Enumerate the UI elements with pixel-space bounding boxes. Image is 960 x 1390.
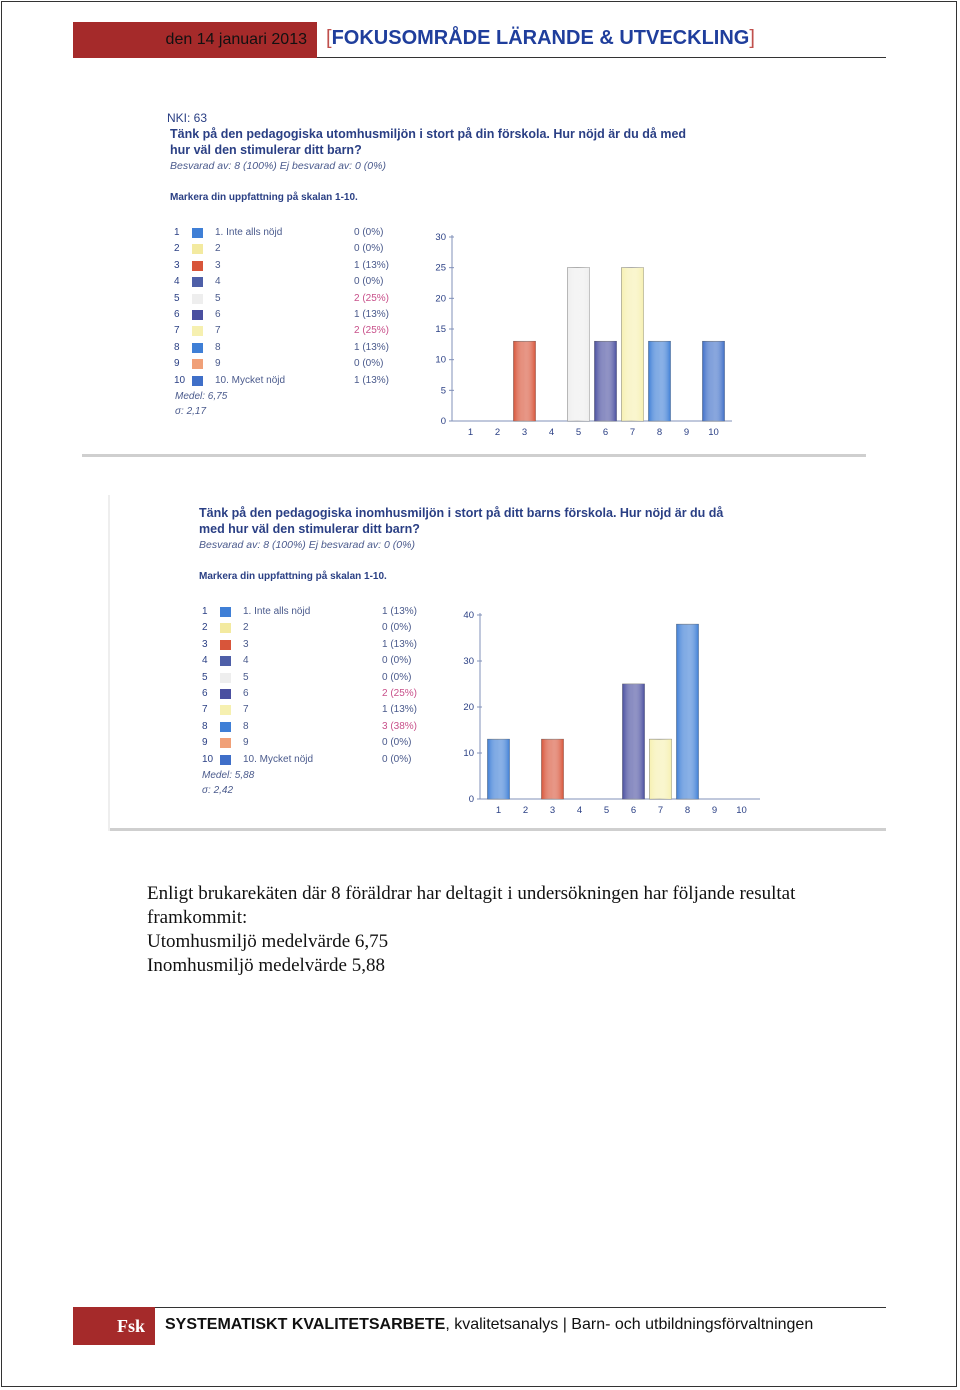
row-number: 3 [174,259,180,271]
bar-shine [542,739,564,799]
row-label: 7 [243,704,249,716]
survey-question-line1: Tänk på den pedagogiska inomhusmiljön i stort på ditt barns förskola. Hur nöjd är du då [199,506,724,520]
body-line-2: framkommit: [147,907,248,928]
color-swatch [192,359,203,369]
header-bracket-close: ] [749,27,755,49]
row-number: 2 [202,622,208,634]
row-number: 8 [174,341,180,353]
color-swatch [192,376,203,386]
color-swatch [192,277,203,287]
row-value: 0 (0%) [354,358,384,370]
row-value: 1 (13%) [354,259,390,271]
row-label: 6 [215,309,221,320]
color-swatch [220,640,231,650]
row-number: 1 [174,227,180,238]
y-tick-label: 30 [463,656,474,667]
row-value: 1 (13%) [382,638,418,650]
color-swatch [192,343,203,353]
x-tick-label: 5 [603,805,610,816]
bar-shine [568,268,590,421]
row-value: 0 (0%) [354,227,384,238]
x-tick-label: 2 [494,427,501,438]
color-swatch [220,738,231,748]
footer-rest: , kvalitetsanalys | Barn- och utbildningsförvaltningen [445,1316,814,1333]
y-tick-label: 10 [463,748,474,759]
y-tick-label: 25 [435,262,446,274]
row-label: 5 [215,292,221,304]
color-swatch [192,228,203,238]
x-tick-label: 10 [708,427,719,438]
row-value: 1 (13%) [382,704,418,716]
header-bracket-open: [ [326,27,332,49]
color-swatch [192,310,203,320]
row-label: 9 [243,737,249,749]
row-value: 0 (0%) [382,753,412,765]
x-tick-label: 6 [630,805,637,816]
bar-shine [595,341,617,421]
color-swatch [220,689,231,699]
x-tick-label: 7 [657,805,664,816]
row-label: 4 [243,655,249,667]
color-swatch [220,607,231,617]
row-value: 1 (13%) [354,374,390,386]
row-label: 6 [243,688,249,699]
x-tick-label: 2 [522,805,529,816]
scan-edge-left [108,495,110,831]
x-tick-label: 5 [575,427,582,438]
x-tick-label: 8 [656,427,663,438]
mean-value: Medel: 6,75 [175,391,228,402]
x-tick-label: 4 [548,427,555,438]
y-tick-label: 20 [435,293,446,305]
row-value: 0 (0%) [354,276,384,288]
y-tick-label: 5 [440,385,446,397]
scale-prompt: Markera din uppfattning på skalan 1-10. [170,192,358,203]
row-number: 10 [202,753,214,765]
survey-question-line2: hur väl den stimulerar ditt barn? [170,143,362,157]
color-swatch [192,261,203,271]
footer-logo: Fsk [73,1307,155,1345]
y-tick-label: 40 [463,610,474,621]
color-swatch [220,623,231,633]
x-tick-label: 4 [576,805,583,816]
color-swatch [220,673,231,683]
row-number: 3 [202,638,208,650]
color-swatch [220,656,231,666]
mean-value: Medel: 5,88 [202,770,255,781]
y-tick-label: 20 [463,702,474,713]
scan-edge [82,454,866,457]
answered-count: Besvarad av: 8 (100%) Ej besvarad av: 0 (0%) [199,539,415,551]
x-tick-label: 9 [683,427,690,438]
header-title [326,27,755,50]
bar-chart-outdoor [422,225,762,440]
bar-shine [677,624,699,799]
row-value: 1 (13%) [354,309,390,320]
header-date: den 14 januari 2013 [73,22,317,58]
row-value: 0 (0%) [382,671,412,683]
y-tick-label: 10 [435,354,446,366]
body-line-3: Utomhusmiljö medelvärde 6,75 [147,931,389,952]
scale-prompt: Markera din uppfattning på skalan 1-10. [199,571,387,582]
x-tick-label: 9 [711,805,718,816]
row-number: 5 [174,292,180,304]
row-label: 8 [215,341,221,353]
bar-shine [623,684,645,799]
row-label: 2 [243,622,249,634]
bar-shine [703,341,725,421]
sigma-value: σ: 2,42 [202,785,234,796]
x-tick-label: 7 [629,427,636,438]
row-label: 3 [243,638,249,650]
row-value: 3 (38%) [382,720,418,732]
row-number: 9 [202,737,208,749]
color-swatch [220,722,231,732]
bar-shine [650,739,672,799]
x-tick-label: 3 [549,805,556,816]
row-label: 7 [215,325,221,337]
footer-text [165,1316,813,1334]
y-tick-label: 0 [468,794,474,805]
row-number: 4 [202,655,208,667]
bar-shine [622,268,644,421]
color-swatch [192,244,203,254]
row-label: 10. Mycket nöjd [215,374,286,386]
y-tick-label: 15 [435,324,446,335]
color-swatch [220,705,231,715]
bar-shine [649,341,671,421]
row-label: 9 [215,358,221,370]
x-tick-label: 1 [467,427,474,438]
sigma-value: σ: 2,17 [175,406,207,417]
x-tick-label: 3 [521,427,528,438]
survey-scan-outdoor [82,85,866,457]
row-value: 2 (25%) [354,325,390,337]
row-value: 1 (13%) [382,606,418,617]
row-number: 7 [174,325,180,337]
row-number: 8 [202,720,208,732]
row-number: 7 [202,704,208,716]
nki-score: NKI: 63 [167,111,208,125]
row-label: 10. Mycket nöjd [243,753,314,765]
survey-question-line2: med hur väl den stimulerar ditt barn? [199,522,420,536]
row-number: 5 [202,671,208,683]
row-value: 0 (0%) [382,737,412,749]
bar-shine [514,341,536,421]
row-label: 2 [215,243,221,255]
row-number: 1 [202,606,208,617]
scan-edge [110,828,886,831]
header-rule [317,57,886,58]
bar-shine [488,739,510,799]
footer-bold: SYSTEMATISKT KVALITETSARBETE [165,1316,446,1333]
x-tick-label: 10 [736,805,747,816]
row-number: 9 [174,358,180,370]
color-swatch [192,294,203,304]
row-label: 3 [215,259,221,271]
body-text [147,882,887,978]
header-title-text: FOKUSOMRÅDE LÄRANDE & UTVECKLING [331,27,750,49]
row-label: 1. Inte alls nöjd [215,227,283,238]
survey-scan-indoor [110,495,886,831]
survey-question-line1: Tänk på den pedagogiska utomhusmiljön i stort på din förskola. Hur nöjd är du då med [170,127,687,141]
y-tick-label: 0 [440,416,446,427]
x-tick-label: 8 [684,805,691,816]
row-number: 6 [174,309,180,320]
row-value: 0 (0%) [382,622,412,634]
body-line-1: Enligt brukarekäten där 8 föräldrar har deltagit i undersökningen har följande resultat [147,883,796,904]
row-number: 4 [174,276,180,288]
color-swatch [192,326,203,336]
row-number: 10 [174,374,186,386]
footer-rule [155,1307,886,1308]
row-value: 0 (0%) [382,655,412,667]
row-label: 8 [243,720,249,732]
row-value: 2 (25%) [382,688,418,699]
row-label: 1. Inte alls nöjd [243,606,311,617]
x-tick-label: 1 [495,805,502,816]
row-label: 5 [243,671,249,683]
row-label: 4 [215,276,221,288]
answered-count: Besvarad av: 8 (100%) Ej besvarad av: 0 (0%) [170,160,386,172]
row-value: 0 (0%) [354,243,384,255]
row-value: 2 (25%) [354,292,390,304]
x-tick-label: 6 [602,427,609,438]
body-line-4: Inomhusmiljö medelvärde 5,88 [147,955,385,976]
bar-chart-indoor [450,603,790,818]
row-value: 1 (13%) [354,341,390,353]
color-swatch [220,755,231,765]
row-number: 6 [202,688,208,699]
y-tick-label: 30 [435,232,446,243]
row-number: 2 [174,243,180,255]
